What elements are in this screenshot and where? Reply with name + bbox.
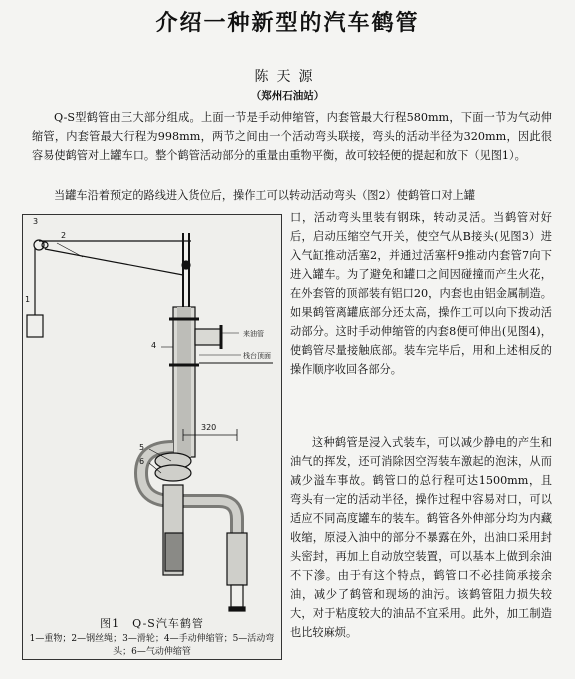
crane-pipe-diagram — [23, 215, 281, 615]
part-number-5: 5 — [139, 443, 145, 452]
part-number-4: 4 — [151, 341, 157, 350]
author-name: 陈天源 — [254, 69, 321, 85]
part-number-6: 6 — [139, 457, 145, 466]
counterweight-icon — [27, 315, 43, 337]
article-title: 介绍一种新型的汽车鹤管 — [155, 11, 420, 36]
figure-caption: 图1 Q-S汽车鹤管 — [100, 617, 204, 630]
paragraph-1: Q-S型鹤管由三大部分组成。上面一节是手动伸缩管，内套管最大行程580mm，下面一节为气动伸缩管，内套管最大行程为998mm，两节之间由一个活动弯头联接，弯头的活动半径为320mm，因此很容易使鹤管对上罐车口。整个鹤管活动部分的重量由重物平衡，故可较轻便的提起和放下（见图1）。 — [32, 111, 552, 162]
label-inlet-pipe: 来油管 — [243, 330, 264, 338]
inlet-pipe — [195, 329, 221, 345]
part-number-2: 2 — [61, 231, 67, 240]
figure-legend: 1—重物；2—钢丝绳；3—滑轮；4—手动伸缩管；5—活动弯头；6—气动伸缩管 — [29, 634, 275, 657]
figure-1 — [22, 214, 282, 660]
part-number-1: 1 — [25, 295, 31, 304]
paragraph-3: 这种鹤管是浸入式装车，可以减少静电的产生和油气的挥发，还可消除因空泻装车激起的泡沫，从而减少溢车事故。鹤管口的总行程可达1500mm，且弯头有一定的活动半径，操作过程中容易对口，可以适应不同高度罐车的装车。鹤管各外伸部分均为内藏收缩，原浸入油中的部分不暴露在外，出油口采用封头密封，再加上自动放空装置，可以基本上做到余油不下滲。由于有这个特点，鹤管口不必挂筒承接余油，减少了鹤管和现场的油污。该鹤管阻力损失较大，对于粘度较大的油品不宜采用。此外，加工制造也比较麻烦。 — [290, 436, 552, 639]
pulley-wheel-icon — [182, 261, 190, 269]
dimension-value: 320 — [201, 423, 217, 432]
part-number-3: 3 — [33, 217, 39, 226]
label-platform-top: 栈台顶面 — [243, 352, 271, 360]
pneumatic-telescope-pipe — [227, 533, 247, 585]
paragraph-2-continued: 口，活动弯头里装有钢珠，转动灵活。当鹤管对好后，启动压缩空气开关，使空气从B接头(见图3）进入气缸推动活塞2，并通过活塞杆9推动内套管7向下进入罐车。为了避免和罐口之间因碰撞而产生火花，在外套管的顶部装有铝口20，内套也由铝金属制造。如果鹤管离罐底部分还太高，操作工可以向下拨动活动部分。这时手动伸缩管的内套8便可伸出(见图4)，使鹤管尽量接触底部。装车完毕后，用和上述相反的操作顺序收回各部分。 — [290, 211, 552, 376]
author-affiliation: （郑州石油站） — [250, 90, 325, 102]
paragraph-2-start: 当罐车沿着预定的路线进入货位后，操作工可以转动活动弯头（图2）使鹤管口对上罐 — [54, 189, 476, 202]
